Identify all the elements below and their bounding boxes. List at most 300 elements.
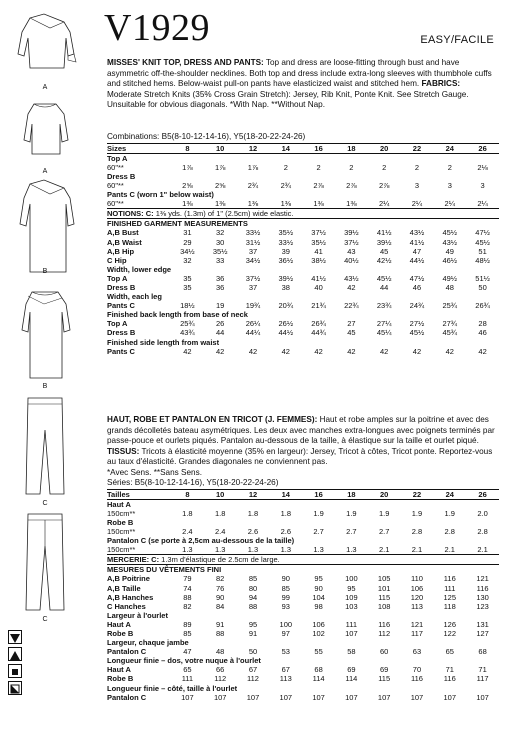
measurement-cell: 117 — [410, 628, 423, 638]
size-header-cell: 24 — [433, 490, 466, 500]
measurement-cell: 45½ — [376, 273, 392, 283]
view-heading: Dress B — [107, 172, 136, 182]
measurement-cell: 35 — [183, 273, 192, 283]
measurement-cell: 26¾ — [311, 319, 326, 329]
measurement-cell: 88 — [248, 601, 258, 611]
measurement-cell: 38 — [281, 282, 290, 292]
measurement-cell: 53 — [281, 647, 290, 657]
measurement-cell: 115 — [378, 592, 391, 602]
english-size-chart — [107, 143, 499, 356]
yardage-cell: 2⅞ — [378, 181, 390, 191]
measurement-cell: 58 — [347, 647, 356, 657]
measurement-cell: 42 — [281, 346, 290, 356]
measurement-cell: 104 — [312, 592, 325, 602]
measurement-cell: 70 — [412, 665, 422, 675]
yardage-cell: 2.0 — [477, 509, 488, 519]
yardage-cell: 1.8 — [182, 509, 193, 519]
yardage-cell: 1.9 — [346, 509, 357, 519]
yardage-cell: 2.6 — [247, 527, 259, 537]
size-header-cell: 18 — [335, 144, 368, 154]
measurement-cell: 31½ — [245, 237, 261, 247]
size-header-cell: 20 — [368, 144, 401, 154]
measurement-cell: 20¾ — [278, 301, 294, 311]
measurement-cell: 42 — [314, 346, 323, 356]
measurement-label: Dress B — [107, 282, 136, 292]
view-heading: Top A — [107, 154, 128, 163]
difficulty-label: EASY/FACILE — [420, 34, 494, 46]
dress-b-back-drawing — [4, 282, 86, 382]
measurement-cell: 45¼ — [376, 328, 392, 338]
french-fabrics-label: TISSUS: — [107, 446, 140, 456]
measurement-section-heading: Finished back length from base of neck — [107, 310, 248, 320]
fabrics-body: Moderate Stretch Knits (35% Cross Grain Stretch): Jersey, Rib Knit, Ponte Knit. See Stretch Gauge. Unsuitable for obvious diagonals. *With Nap. **Without Nap. — [107, 89, 469, 110]
measurement-cell: 44¾ — [311, 328, 326, 338]
measurement-row — [107, 328, 499, 337]
yardage-cell: 2.8 — [477, 527, 488, 537]
triangle-down-icon — [8, 630, 22, 644]
measurement-section-heading: Largeur, chaque jambe — [107, 638, 189, 648]
measurement-row — [107, 283, 499, 292]
measurement-section-heading: Width, lower edge — [107, 264, 172, 274]
measurement-row — [107, 693, 499, 702]
measurement-cell: 36 — [216, 282, 225, 292]
measurement-cell: 42 — [347, 346, 356, 356]
view-heading-row — [107, 500, 499, 510]
measurement-cell: 116 — [476, 583, 489, 593]
yardage-cell: 1.9 — [313, 509, 324, 519]
measurement-cell: 48½ — [475, 255, 490, 265]
yardage-cell: 1.9 — [411, 509, 423, 519]
measurement-cell: 91 — [248, 628, 258, 638]
notions-row — [107, 555, 499, 565]
measurement-cell: 41 — [314, 246, 323, 256]
measurement-cell: 40½ — [344, 255, 359, 265]
measurement-cell: 110 — [410, 574, 423, 584]
measurement-cell: 37½ — [311, 228, 326, 238]
size-header-cell: 22 — [401, 144, 434, 154]
measurement-cell: 121 — [410, 619, 424, 629]
measurement-cell: 39½ — [376, 237, 392, 247]
measurement-cell: 121 — [476, 574, 489, 584]
measurement-cell: 47 — [183, 647, 192, 657]
measurement-row — [107, 583, 499, 592]
measurements-title: FINISHED GARMENT MEASUREMENTS — [107, 219, 499, 229]
yardage-cell: 1.3 — [182, 545, 193, 555]
measurement-cell: 112 — [247, 674, 259, 684]
english-combinations: Combinations: B5(8-10-12-14-16), Y5(18-20-22-24-26) — [107, 132, 306, 141]
french-description — [107, 415, 497, 479]
yardage-cell: 1⅜ — [182, 199, 193, 209]
measurement-cell: 69 — [380, 665, 389, 675]
measurement-cell: 26½ — [278, 319, 294, 329]
measurement-section-heading: Largeur à l'ourlet — [107, 610, 168, 620]
measurement-cell: 43½ — [409, 228, 425, 238]
yardage-cell: 2.1 — [411, 545, 423, 555]
measurement-label: Pantalon C — [107, 692, 147, 702]
measurement-cell: 37½ — [344, 237, 359, 247]
measurement-cell: 68 — [478, 647, 487, 657]
measurement-label: A,B Bust — [107, 228, 139, 238]
measurement-cell: 82 — [216, 574, 225, 584]
french-combinations: Séries: B5(8-10-12-14-16), Y5(18-20-22-24-26) — [107, 478, 279, 487]
measurement-cell: 107 — [312, 692, 325, 702]
measurement-cell: 107 — [279, 692, 293, 702]
measurement-cell: 107 — [345, 692, 358, 702]
measurement-label: Robe B — [107, 674, 134, 684]
measurement-cell: 107 — [345, 628, 358, 638]
measurement-row — [107, 674, 499, 683]
description-body: Top and dress are loose-fitting through bust and have asymmetric off-the-shoulder necklines. Both top and dress include extra-long sleeves with thumbhole cuffs and stitched hems. Below-waist pull-on pants have elasticized waist and stitched hem. — [107, 58, 492, 89]
yardage-cell: 1⅜ — [247, 199, 259, 209]
measurement-cell: 50 — [478, 282, 487, 292]
measurement-label: A,B Waist — [107, 237, 142, 247]
view-heading-row — [107, 154, 499, 164]
measurement-cell: 44½ — [278, 328, 294, 338]
yardage-label: 60"** — [107, 163, 124, 173]
yardage-cell: 2⅞ — [346, 181, 357, 191]
top-a-back-drawing — [4, 96, 86, 166]
measurements-title-row — [107, 565, 499, 575]
size-header-cell: 8 — [171, 490, 204, 500]
yardage-cell: 1⅞ — [214, 163, 226, 173]
measurement-cell: 113 — [410, 601, 423, 611]
measurement-cell: 107 — [476, 692, 489, 702]
measurement-cell: 27½ — [409, 319, 425, 329]
notions-cell — [107, 555, 499, 565]
measurement-cell: 43¾ — [180, 328, 195, 338]
measurement-cell: 107 — [410, 692, 424, 702]
measurement-cell: 19 — [216, 301, 225, 311]
measurement-cell: 46½ — [442, 255, 458, 265]
measurement-cell: 99 — [281, 592, 290, 602]
measurement-cell: 42 — [445, 346, 454, 356]
measurement-cell: 29 — [183, 237, 192, 247]
yardage-label: 60"** — [107, 199, 124, 209]
top-a-front-drawing — [4, 8, 86, 80]
measurement-cell: 44 — [216, 328, 225, 338]
measurement-cell: 111 — [444, 583, 456, 593]
measurement-cell: 116 — [378, 619, 391, 629]
size-header-cell: 16 — [302, 144, 335, 154]
view-label-a-front: A — [42, 84, 48, 91]
view-heading-row — [107, 190, 499, 199]
measurement-cell: 100 — [279, 619, 293, 629]
english-description — [107, 58, 497, 111]
yardage-cell: 1.3 — [346, 545, 357, 555]
measurement-cell: 18½ — [180, 301, 195, 311]
measurement-cell: 123 — [476, 601, 489, 611]
yardage-cell: 2⅛ — [477, 163, 488, 173]
measurement-cell: 48 — [216, 647, 225, 657]
french-description-title: HAUT, ROBE ET PANTALON EN TRICOT (J. FEMMES): — [107, 415, 318, 424]
measurement-row — [107, 237, 499, 246]
measurement-cell: 112 — [214, 674, 227, 684]
notions-row — [107, 209, 499, 219]
measurement-cell: 107 — [213, 692, 227, 702]
french-nap-note: *Avec Sens. **Sans Sens. — [107, 467, 202, 477]
measurement-label: Haut A — [107, 665, 131, 675]
size-header-cell: 10 — [204, 490, 237, 500]
measurement-cell: 116 — [443, 674, 456, 684]
measurement-section-heading: Finished side length from waist — [107, 337, 220, 347]
measurement-cell: 106 — [410, 583, 424, 593]
measurement-cell: 85 — [281, 583, 290, 593]
yardage-row — [107, 545, 499, 555]
view-heading: Pants C (worn 1" below waist) — [107, 190, 214, 200]
size-header-cell: 24 — [433, 144, 466, 154]
measurement-row — [107, 256, 499, 265]
measurement-cell: 85 — [248, 574, 258, 584]
size-header-cell: 12 — [237, 144, 270, 154]
view-heading-row — [107, 518, 499, 527]
measurement-section-row — [107, 338, 499, 347]
measurement-cell: 66 — [216, 665, 225, 675]
measurement-cell: 42 — [347, 282, 356, 292]
measurement-section-row — [107, 638, 499, 647]
yardage-cell: 2¼ — [444, 199, 455, 209]
french-fabrics-body: Tricots à élasticité moyenne (35% en largeur): Jersey, Tricot à côtes, Tricot ponte. Reportez-vous au taux d'élasticité. Grandes diagonales ne conviennent pas. — [107, 446, 493, 467]
measurement-cell: 68 — [314, 665, 323, 675]
measurement-cell: 95 — [248, 619, 258, 629]
dress-b-front-drawing — [4, 176, 86, 276]
measurement-cell: 84 — [216, 601, 225, 611]
measurements-title: MESURES DU VÊTEMENTS FINI — [107, 565, 499, 575]
triangle-up-icon — [8, 647, 22, 661]
measurement-cell: 44¼ — [245, 328, 261, 338]
measurement-cell: 50 — [248, 647, 258, 657]
measurement-cell: 42½ — [376, 255, 392, 265]
measurement-cell: 27 — [347, 319, 356, 329]
measurement-cell: 116 — [410, 674, 423, 684]
measurement-cell: 113 — [279, 674, 292, 684]
yardage-cell: 2¼ — [378, 199, 390, 209]
yardage-cell: 2⅝ — [182, 181, 193, 191]
yardage-cell: 1⅜ — [214, 199, 226, 209]
yardage-cell: 2.4 — [182, 527, 193, 537]
measurement-cell: 114 — [345, 674, 358, 684]
measurement-cell: 115 — [378, 674, 391, 684]
size-header-cell: 14 — [269, 144, 302, 154]
yardage-row — [107, 527, 499, 536]
yardage-cell: 2 — [283, 163, 288, 173]
measurement-cell: 32 — [183, 255, 192, 265]
measurement-cell: 43½ — [442, 237, 458, 247]
measurement-section-row — [107, 292, 499, 301]
measurement-label: Haut A — [107, 619, 131, 629]
measurement-cell: 21¾ — [311, 301, 326, 311]
measurement-cell: 117 — [476, 674, 489, 684]
yardage-cell: 2.7 — [346, 527, 357, 537]
yardage-cell: 1.8 — [280, 509, 291, 519]
yardage-label: 150cm** — [107, 509, 136, 519]
measurement-cell: 109 — [345, 592, 358, 602]
measurement-row — [107, 301, 499, 310]
size-header-cell: 8 — [171, 144, 204, 154]
view-heading-row — [107, 536, 499, 545]
measurement-cell: 94 — [248, 592, 258, 602]
yardage-row — [107, 509, 499, 518]
yardage-cell: 2.1 — [477, 545, 488, 555]
measurement-cell: 90 — [314, 583, 323, 593]
measurement-cell: 90 — [216, 592, 225, 602]
measurement-label: A,B Taille — [107, 583, 141, 593]
measurement-cell: 49 — [445, 246, 454, 256]
yardage-cell: 2.1 — [444, 545, 455, 555]
size-header-cell: 26 — [466, 490, 499, 500]
measurement-cell: 25¾ — [442, 301, 458, 311]
yardage-cell: 2 — [316, 163, 321, 173]
yardage-cell: 1⅜ — [346, 199, 357, 209]
measurement-section-row — [107, 265, 499, 274]
measurement-cell: 43 — [347, 246, 356, 256]
measurement-label: A,B Hip — [107, 246, 135, 256]
measurement-cell: 125 — [443, 592, 457, 602]
measurement-label: Top A — [107, 273, 128, 283]
measurement-row — [107, 620, 499, 629]
measurement-label: Pants C — [107, 301, 135, 311]
measurement-cell: 120 — [410, 592, 424, 602]
measurement-section-row — [107, 656, 499, 665]
measurement-cell: 19¾ — [245, 301, 261, 311]
measurement-cell: 46 — [478, 328, 487, 338]
measurement-cell: 126 — [443, 619, 457, 629]
yardage-row — [107, 181, 499, 190]
yardage-cell: 2.4 — [214, 527, 226, 537]
measurement-cell: 127 — [476, 628, 489, 638]
view-label-c-back: C — [42, 616, 48, 623]
measurement-cell: 39½ — [344, 228, 359, 238]
yardage-cell: 1⅞ — [247, 163, 259, 173]
yardage-cell: 3 — [480, 181, 485, 191]
measurement-label: Robe B — [107, 628, 134, 638]
measurement-cell: 35 — [183, 282, 192, 292]
yardage-cell: 3 — [414, 181, 420, 191]
yardage-cell: 2 — [382, 163, 387, 173]
measurement-cell: 118 — [443, 601, 456, 611]
measurement-cell: 45 — [347, 328, 356, 338]
measurement-cell: 89 — [183, 619, 192, 629]
measurement-cell: 42 — [248, 346, 258, 356]
sizes-header-row — [107, 490, 499, 500]
measurement-row — [107, 574, 499, 583]
measurement-cell: 35½ — [311, 237, 326, 247]
yardage-cell: 1.8 — [214, 509, 226, 519]
measurement-cell: 47½ — [475, 228, 490, 238]
yardage-label: 150cm** — [107, 545, 136, 555]
measurement-cell: 63 — [412, 647, 422, 657]
yardage-cell: 1.3 — [313, 545, 324, 555]
sizes-label: Sizes — [107, 144, 171, 154]
measurement-cell: 98 — [314, 601, 323, 611]
measurement-cell: 82 — [183, 601, 192, 611]
measurement-cell: 112 — [378, 628, 391, 638]
view-heading: Haut A — [107, 500, 131, 509]
yardage-cell: 2⅞ — [313, 181, 324, 191]
yardage-cell: 1.3 — [280, 545, 291, 555]
yardage-cell: 1⅜ — [313, 199, 324, 209]
measurement-cell: 122 — [443, 628, 457, 638]
yardage-cell: 1.9 — [378, 509, 390, 519]
measurement-cell: 116 — [443, 574, 456, 584]
measurement-cell: 88 — [216, 628, 225, 638]
measurement-cell: 34½ — [245, 255, 261, 265]
square-icon — [8, 664, 22, 678]
view-heading-row — [107, 172, 499, 181]
measurement-cell: 90 — [281, 574, 290, 584]
measurement-cell: 26¾ — [475, 301, 490, 311]
yardage-row — [107, 199, 499, 209]
sizes-label: Tailles — [107, 490, 171, 500]
measurement-label: A,B Poitrine — [107, 574, 150, 584]
yardage-label: 60"** — [107, 181, 124, 191]
yardage-cell: 2¾ — [280, 181, 291, 191]
measurement-cell: 24¾ — [409, 301, 425, 311]
measurement-label: A,B Hanches — [107, 592, 154, 602]
size-header-cell: 10 — [204, 144, 237, 154]
measurement-cell: 108 — [377, 601, 391, 611]
measurement-cell: 103 — [345, 601, 358, 611]
measurement-cell: 93 — [281, 601, 290, 611]
measurement-label: Pantalon C — [107, 647, 147, 657]
measurement-cell: 107 — [443, 692, 457, 702]
measurement-cell: 42 — [412, 346, 422, 356]
yardage-cell: 1.8 — [247, 509, 259, 519]
illustration-column — [4, 0, 86, 731]
measurement-cell: 31 — [183, 228, 192, 238]
measurement-cell: 101 — [377, 583, 391, 593]
measurement-cell: 45½ — [442, 228, 458, 238]
measurement-cell: 69 — [347, 665, 356, 675]
yardage-cell: 2¼ — [411, 199, 423, 209]
measurement-cell: 45¾ — [442, 328, 458, 338]
measurement-cell: 30 — [216, 237, 225, 247]
view-label-c-front: C — [42, 500, 48, 507]
measurement-section-heading: Width, each leg — [107, 292, 162, 302]
measurement-row — [107, 247, 499, 256]
measurement-row — [107, 228, 499, 237]
notions-label: NOTIONS: C: — [107, 209, 154, 219]
yardage-cell: 2.7 — [313, 527, 324, 537]
measurement-row — [107, 602, 499, 611]
view-label-b-back: B — [42, 383, 48, 390]
yardage-cell: 2.8 — [411, 527, 423, 537]
measurement-label: Pants C — [107, 346, 135, 356]
measurement-row — [107, 347, 499, 356]
measurement-cell: 51½ — [475, 273, 490, 283]
measurement-label: C Hanches — [107, 601, 146, 611]
measurement-cell: 27¾ — [442, 319, 458, 329]
yardage-cell: 3 — [447, 181, 452, 191]
measurement-cell: 51 — [478, 246, 487, 256]
measurement-cell: 42 — [183, 346, 192, 356]
view-heading: Pantalon C (se porte à 2,5cm au-dessous de la taille) — [107, 536, 295, 546]
yardage-cell: 1⅜ — [280, 199, 291, 209]
measurement-cell: 37½ — [245, 273, 261, 283]
measurement-row — [107, 647, 499, 656]
measurement-section-row — [107, 611, 499, 620]
yardage-cell: 2 — [447, 163, 452, 173]
measurement-cell: 114 — [312, 674, 325, 684]
yardage-cell: 1.3 — [247, 545, 259, 555]
sizes-header-row — [107, 144, 499, 154]
pants-c-front-drawing — [4, 394, 86, 500]
measurement-section-heading: Longueur finie – dos, votre nuque à l'ourlet — [107, 656, 261, 666]
yardage-cell: 2¼ — [477, 199, 488, 209]
measurement-label: Top A — [107, 319, 128, 329]
measurement-section-row — [107, 310, 499, 319]
pants-c-back-drawing — [4, 510, 86, 616]
measurement-row — [107, 629, 499, 638]
